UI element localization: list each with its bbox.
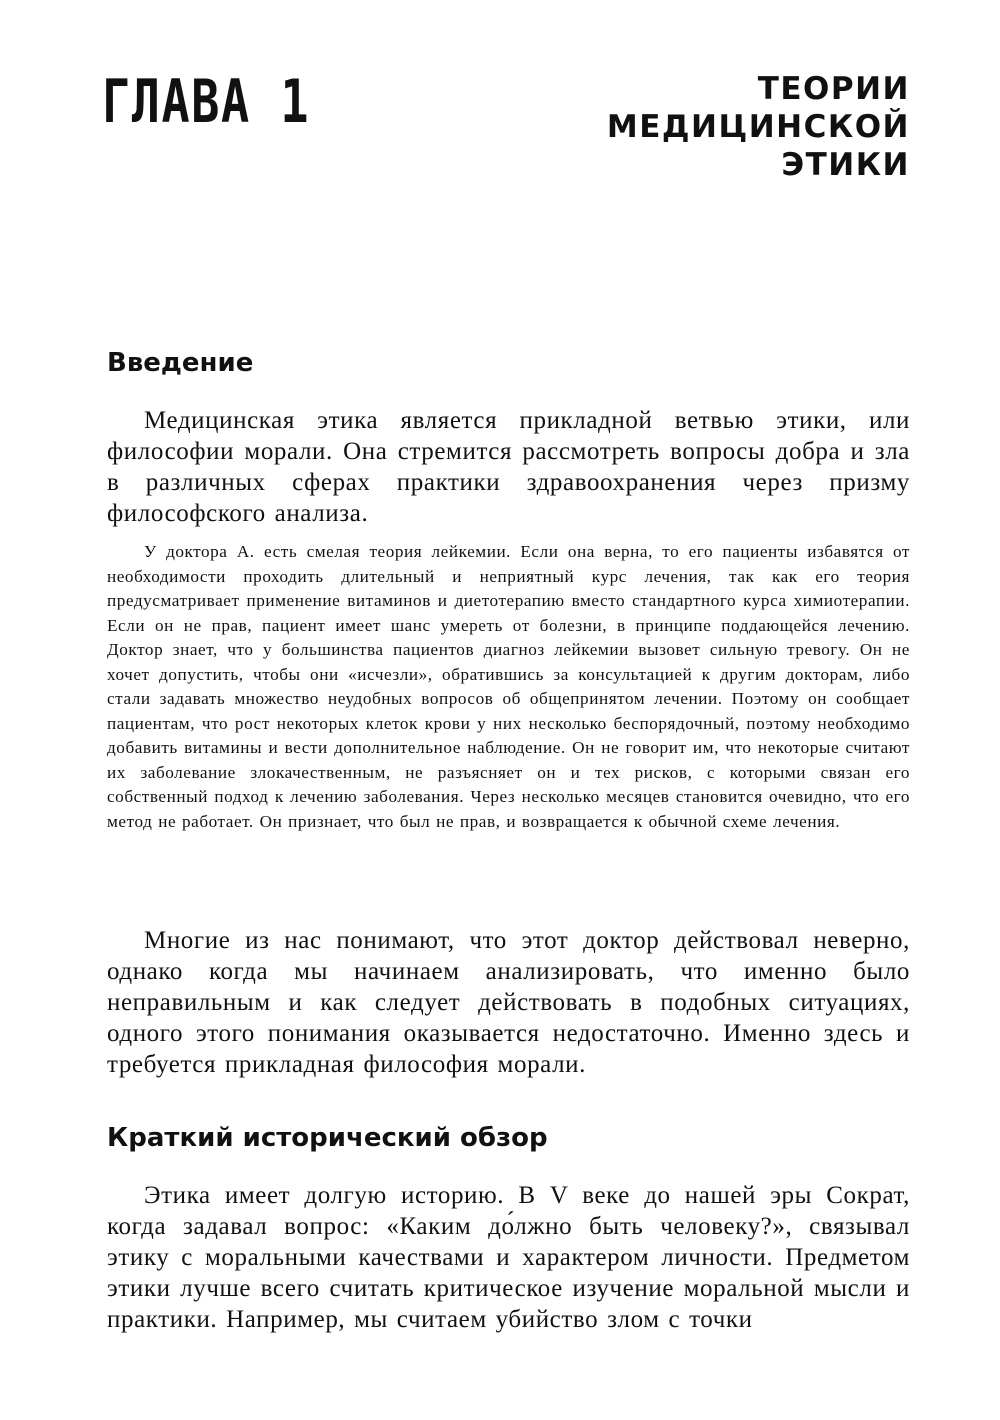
- case-example: У доктора А. есть смелая теория лейкемии. Если она верна, то его пациенты избавятся от необходимости проходить длительный и неприятный курс лечения, так как его теория предусматривает применение витаминов и диетотерапию вместо стандартного курса химиотерапии. Если он не прав, пациент имеет шанс умереть от болезни, в принципе поддающейся лечению. Доктор знает, что у большинства пациентов диагноз лейкемии вызовет сильную тревогу. Он не хочет допустить, чтобы они «исчезли», обратившись за консультацией к другим докторам, либо стали задавать множество неудобных вопросов об общепринятом лечении. Поэтому он сообщает пациентам, что рост некоторых клеток крови у них несколько беспорядочный, поэтому необходимо добавить витамины и вести дополнительное наблюдение. Он не говорит им, что некоторые считают их заболевание злокачественным, не разъясняет он и тех рисков, с которыми связан его собственный подход к лечению заболевания. Через несколько месяцев становится очевидно, что его метод не работает. Он признает, что был не прав, и возвращается к обычной схеме лечения.: [107, 542, 910, 831]
- chapter-title-line: ТЕОРИИ: [757, 71, 910, 107]
- chapter-title-line: МЕДИЦИНСКОЙ: [606, 109, 910, 145]
- history-paragraph: Этика имеет долгую историю. В V веке до нашей эры Сократ, когда задавал вопрос: «Каким до́лжно быть человеку?», связывал этику с моральными качествами и характером личности. Предметом этики лучше всего считать критическое изучение моральной мысли и практики. Например, мы считаем убийство злом с точки: [107, 1182, 910, 1333]
- intro-paragraph: Медицинская этика является прикладной ветвью этики, или философии морали. Она стремится рассмотреть вопросы добра и зла в различных сферах практики здравоохранения через призму философского анализа.: [107, 407, 910, 527]
- intro-conclusion-paragraph: Многие из нас понимают, что этот доктор действовал неверно, однако когда мы начинаем анализировать, что именно было неправильным и как следует действовать в подобных ситуациях, одного этого понимания оказывается недостаточно. Именно здесь и требуется прикладная философия морали.: [107, 927, 910, 1078]
- section-heading-introduction: Введение: [107, 348, 254, 378]
- section-heading-history: Краткий исторический обзор: [107, 1123, 548, 1153]
- chapter-label: ГЛАВА 1: [102, 67, 311, 137]
- chapter-title-line: ЭТИКИ: [781, 147, 910, 183]
- chapter-title: [490, 70, 910, 184]
